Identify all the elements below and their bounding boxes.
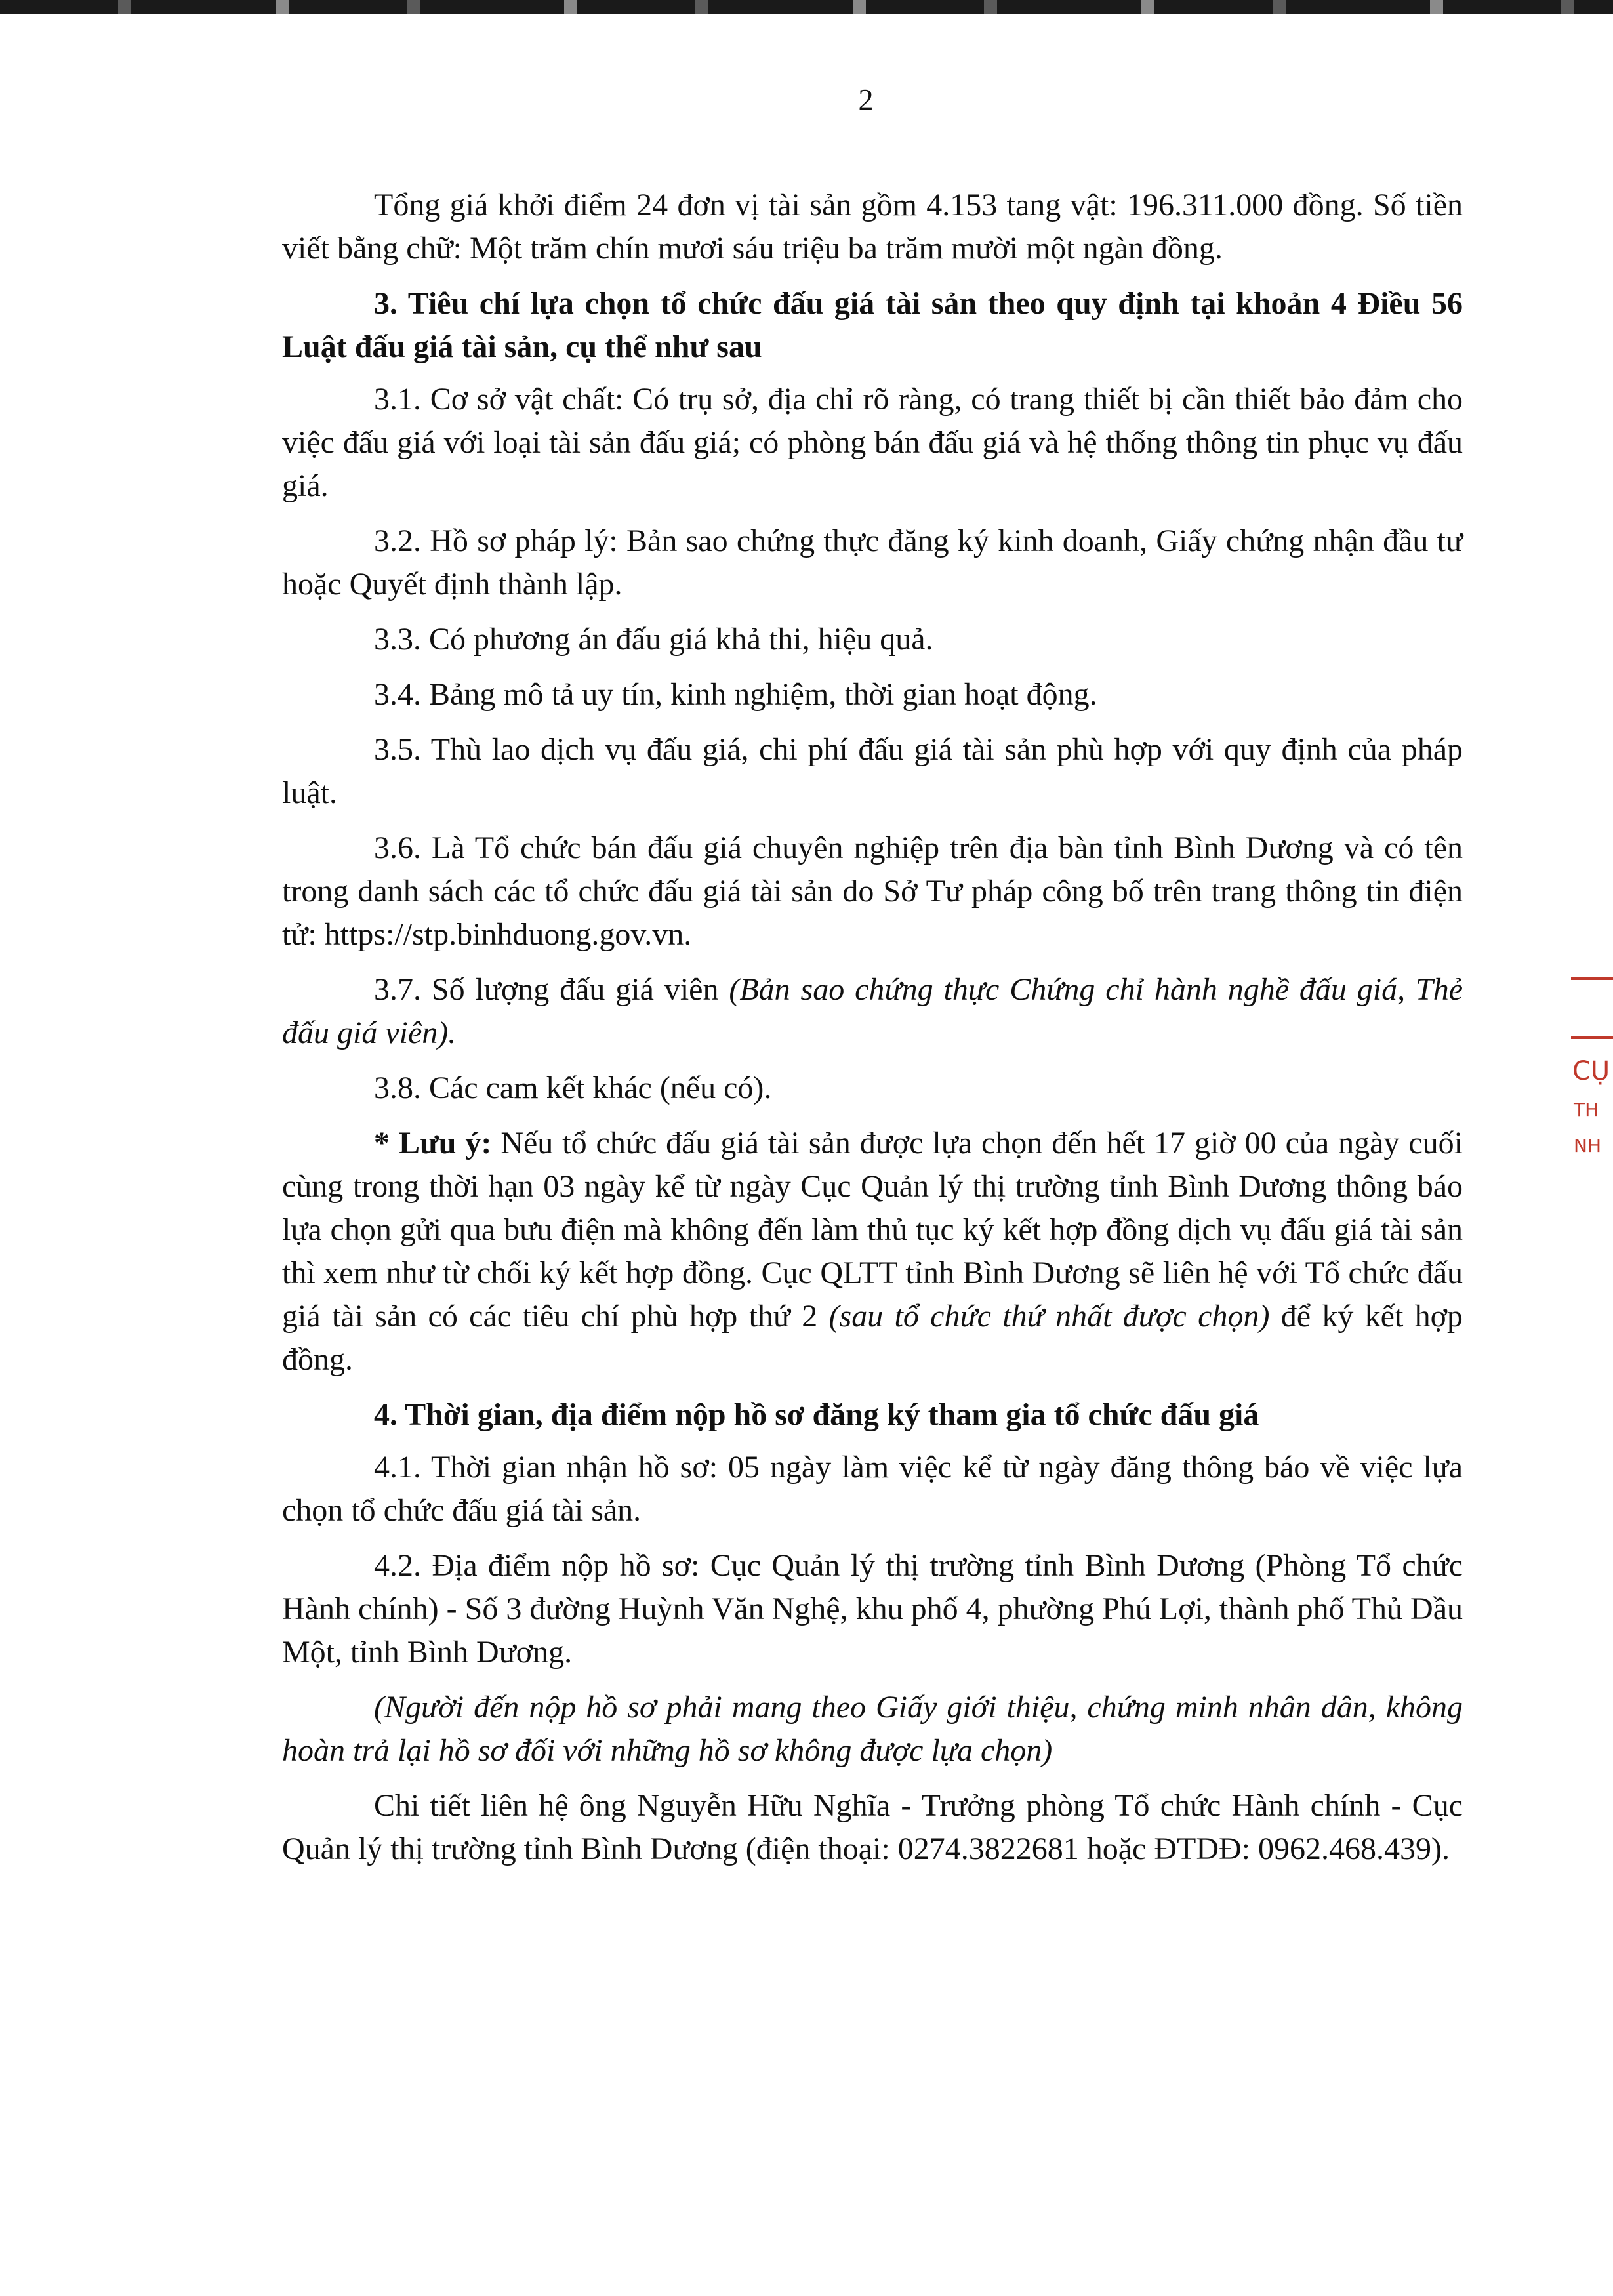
stamp-edge-line: [1571, 1036, 1613, 1039]
section-3-heading: 3. Tiêu chí lựa chọn tổ chức đấu giá tài sản theo quy định tại khoản 4 Điều 56 Luật đấu giá tài sản, cụ thể như sau: [282, 286, 1463, 364]
criteria-3-6: 3.6. Là Tổ chức bán đấu giá chuyên nghiệp trên địa bàn tỉnh Bình Dương và có tên trong danh sách các tổ chức đấu giá tài sản do Sở Tư pháp công bố trên trang thông tin điện tử: https://stp.binhduong.gov.vn.: [282, 830, 1463, 952]
stamp-text-3: NH: [1574, 1135, 1601, 1157]
note-text-2: để ký kết hợp đồng.: [282, 1299, 1463, 1377]
submission-italic-note: (Người đến nộp hồ sơ phải mang theo Giấy giới thiệu, chứng minh nhân dân, không hoàn trả lại hồ sơ đối với những hồ sơ không được lựa chọn): [282, 1690, 1463, 1768]
criteria-3-8: 3.8. Các cam kết khác (nếu có).: [374, 1071, 772, 1105]
criteria-3-7-italic: (Bản sao chứng thực Chứng chỉ hành nghề đấu giá, Thẻ đấu giá viên).: [282, 972, 1463, 1050]
contact-paragraph: Chi tiết liên hệ ông Nguyễn Hữu Nghĩa - Trưởng phòng Tổ chức Hành chính - Cục Quản lý thị trường tỉnh Bình Dương (điện thoại: 0274.3822681 hoặc ĐTDĐ: 0962.468.439).: [282, 1788, 1463, 1866]
criteria-3-7: [282, 968, 1463, 1055]
criteria-3-2: 3.2. Hồ sơ pháp lý: Bản sao chứng thực đăng ký kinh doanh, Giấy chứng nhận đầu tư hoặc Quyết định thành lập.: [282, 523, 1463, 602]
section-4-heading: 4. Thời gian, địa điểm nộp hồ sơ đăng ký tham gia tổ chức đấu giá: [374, 1397, 1259, 1432]
stamp-text-1: CỤ: [1572, 1056, 1610, 1086]
note-paragraph: [282, 1122, 1463, 1382]
red-stamp-fragment: [1571, 971, 1613, 1273]
criteria-3-7-lead: 3.7. Số lượng đấu giá viên: [374, 972, 729, 1007]
submission-4-1: 4.1. Thời gian nhận hồ sơ: 05 ngày làm việc kể từ ngày đăng thông báo về việc lựa chọn tổ chức đấu giá tài sản.: [282, 1450, 1463, 1528]
criteria-3-4: 3.4. Bảng mô tả uy tín, kinh nghiệm, thời gian hoạt động.: [374, 677, 1097, 712]
page-number: 2: [858, 83, 874, 116]
criteria-3-3: 3.3. Có phương án đấu giá khả thi, hiệu quả.: [374, 622, 933, 657]
criteria-3-1: 3.1. Cơ sở vật chất: Có trụ sở, địa chỉ rõ ràng, có trang thiết bị cần thiết bảo đảm cho việc đấu giá với loại tài sản đấu giá; có phòng bán đấu giá và hệ thống thông tin phục vụ đấu giá.: [282, 382, 1463, 503]
note-italic: (sau tổ chức thứ nhất được chọn): [828, 1299, 1270, 1334]
scan-top-border: [0, 0, 1613, 14]
submission-4-2: 4.2. Địa điểm nộp hồ sơ: Cục Quản lý thị trường tỉnh Bình Dương (Phòng Tổ chức Hành chính) - Số 3 đường Huỳnh Văn Nghệ, khu phố 4, phường Phú Lợi, thành phố Thủ Dầu Một, tỉnh Bình Dương.: [282, 1548, 1463, 1670]
document-body: [282, 184, 1463, 1883]
note-label: * Lưu ý:: [374, 1126, 492, 1160]
note-text-1: Nếu tổ chức đấu giá tài sản được lựa chọn đến hết 17 giờ 00 của ngày cuối cùng trong thời hạn 03 ngày kể từ ngày Cục Quản lý thị trường tỉnh Bình Dương thông báo lựa chọn gửi qua bưu điện mà không đến làm thủ tục ký kết hợp đồng dịch vụ đấu giá tài sản thì xem như từ chối ký kết hợp đồng. Cục QLTT tỉnh Bình Dương sẽ liên hệ với Tổ chức đấu giá tài sản có các tiêu chí phù hợp thứ 2: [282, 1126, 1463, 1334]
stamp-text-2: TH: [1574, 1099, 1599, 1120]
stamp-edge-line: [1571, 977, 1613, 980]
total-price-paragraph: Tổng giá khởi điểm 24 đơn vị tài sản gồm 4.153 tang vật: 196.311.000 đồng. Số tiền viết bằng chữ: Một trăm chín mươi sáu triệu ba trăm mười một ngàn đồng.: [282, 188, 1463, 266]
criteria-3-5: 3.5. Thù lao dịch vụ đấu giá, chi phí đấu giá tài sản phù hợp với quy định của pháp luật.: [282, 732, 1463, 810]
